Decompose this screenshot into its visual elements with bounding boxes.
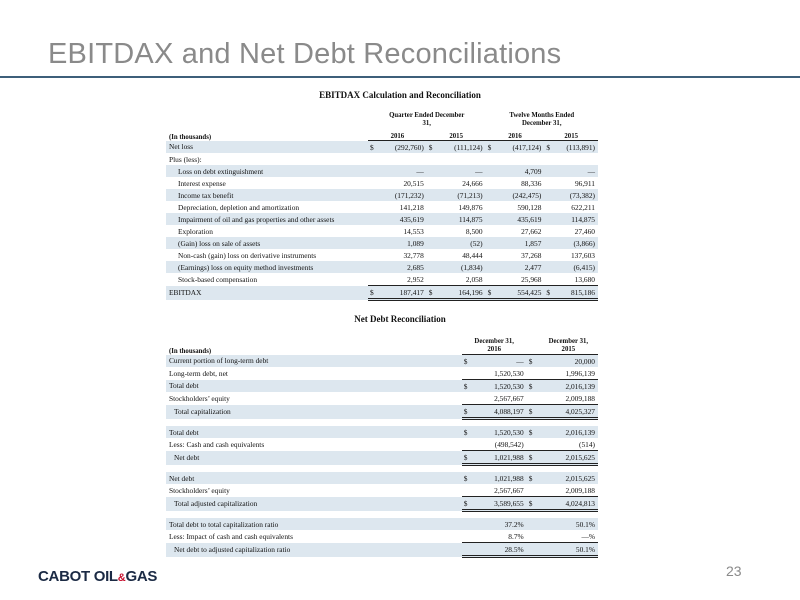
value-cell: 2,015,625: [539, 451, 598, 465]
col-header-2016: December 31, 2016: [462, 338, 527, 355]
value-cell: 2,477: [497, 261, 544, 273]
dollar-sign: [544, 189, 555, 201]
net-debt-title: Net Debt Reconciliation: [354, 314, 446, 324]
ebitdax-row: [166, 189, 598, 201]
value-cell: 25,968: [497, 273, 544, 286]
dollar-sign: [427, 213, 438, 225]
value-cell: 590,128: [517, 202, 542, 212]
dollar-sign: [368, 273, 379, 286]
dollar-sign: [462, 392, 475, 405]
dollar-sign: [486, 165, 497, 177]
value-cell: —: [379, 165, 426, 177]
value-cell: 88,336: [521, 178, 542, 188]
dollar-sign: [544, 273, 555, 286]
units-label: (In thousands): [169, 133, 212, 141]
dollar-sign: [544, 177, 555, 189]
row-label: Income tax benefit: [166, 189, 368, 201]
row-label: Loss on debt extinguishment: [166, 165, 368, 177]
row-spacer: [166, 511, 598, 519]
value-cell: 1,089: [379, 237, 426, 249]
dollar-sign: [368, 177, 379, 189]
units-label: (In thousands): [169, 347, 212, 355]
row-label: Less: Impact of cash and cash equivalents: [169, 531, 293, 541]
page-number: 23: [726, 563, 742, 579]
row-label: (Earnings) loss on equity method investments: [166, 261, 368, 273]
dollar-sign: [368, 189, 379, 201]
twelve-months-group-header: Twelve Months Ended December 31,: [509, 112, 575, 127]
value-cell: 20,515: [403, 178, 424, 188]
row-label: Total debt: [166, 380, 462, 393]
value-cell: 13,680: [556, 273, 598, 286]
dollar-sign: [527, 367, 540, 380]
value-cell: 2,058: [438, 273, 485, 286]
row-label: Net debt: [166, 472, 462, 484]
col-header-2015: December 31, 2015: [527, 338, 598, 355]
net-debt-row: [166, 530, 598, 543]
row-label: Net loss: [166, 141, 368, 154]
dollar-sign: [486, 237, 497, 249]
value-cell: 114,875: [438, 213, 485, 225]
row-label: Total adjusted capitalization: [166, 497, 462, 511]
dollar-sign: [427, 273, 438, 286]
ebitdax-row: [166, 286, 598, 300]
row-label: Total capitalization: [166, 405, 462, 419]
value-cell: 1,996,139: [539, 367, 598, 380]
dollar-sign: $: [486, 286, 497, 300]
dollar-sign: [486, 153, 497, 165]
dollar-sign: [368, 225, 379, 237]
ebitdax-row: [166, 201, 598, 213]
value-cell: 137,603: [570, 250, 595, 260]
row-label: Stockholders’ equity: [169, 393, 230, 403]
dollar-sign: [427, 165, 438, 177]
ebitdax-row: [166, 273, 598, 286]
value-cell: (111,124): [438, 141, 485, 154]
row-label: Impairment of oil and gas properties and other assets: [166, 213, 368, 225]
dollar-sign: [486, 249, 497, 261]
ebitdax-table: [166, 112, 598, 301]
value-cell: 8,500: [465, 226, 483, 236]
dollar-sign: $: [462, 405, 475, 419]
dollar-sign: [427, 261, 438, 273]
value-cell: (73,382): [556, 189, 598, 201]
value-cell: —: [474, 355, 526, 368]
value-cell: 32,778: [403, 250, 424, 260]
row-label: Less: Cash and cash equivalents: [169, 439, 265, 449]
value-cell: (6,415): [556, 261, 598, 273]
dollar-sign: [544, 237, 555, 249]
dollar-sign: $: [462, 355, 475, 368]
dollar-sign: $: [527, 451, 540, 465]
row-label: Net debt to adjusted capitalization ratio: [166, 543, 462, 557]
dollar-sign: [368, 213, 379, 225]
value-cell: (52): [438, 237, 485, 249]
value-cell: 2,016,139: [539, 380, 598, 393]
value-cell: 48,444: [462, 250, 483, 260]
dollar-sign: [527, 543, 540, 557]
row-label: Stockholders’ equity: [169, 485, 230, 495]
net-debt-table: [166, 338, 598, 558]
value-cell: (292,760): [379, 141, 426, 154]
value-cell: 1,520,530: [474, 367, 526, 380]
net-debt-row: [166, 484, 598, 497]
value-cell: 24,666: [462, 178, 483, 188]
value-cell: 1,520,530: [474, 426, 526, 438]
row-spacer: [166, 465, 598, 473]
row-label: (Gain) loss on sale of assets: [166, 237, 368, 249]
dollar-sign: [486, 177, 497, 189]
net-debt-row: [166, 451, 598, 465]
year-header: 2016: [486, 128, 545, 141]
row-label: Non-cash (gain) loss on derivative instruments: [178, 250, 317, 260]
ebitdax-row: [166, 237, 598, 249]
dollar-sign: [368, 261, 379, 273]
dollar-sign: [427, 237, 438, 249]
dollar-sign: $: [527, 405, 540, 419]
ebitdax-row: [166, 249, 598, 261]
dollar-sign: [427, 225, 438, 237]
value-cell: 2,952: [379, 273, 426, 286]
value-cell: 4,024,813: [539, 497, 598, 511]
value-cell: 27,460: [574, 226, 595, 236]
value-cell: (514): [539, 438, 598, 451]
value-cell: (3,866): [556, 237, 598, 249]
net-debt-row: [166, 355, 598, 368]
value-cell: [379, 153, 426, 165]
value-cell: 3,589,655: [474, 497, 526, 511]
value-cell: 1,520,530: [474, 380, 526, 393]
row-label: Total debt to total capitalization ratio: [166, 518, 462, 530]
ebitdax-row: [166, 261, 598, 273]
dollar-sign: [368, 153, 379, 165]
value-cell: —: [438, 165, 485, 177]
dollar-sign: $: [427, 286, 438, 300]
dollar-sign: [544, 165, 555, 177]
dollar-sign: [368, 165, 379, 177]
year-header: 2015: [544, 128, 598, 141]
net-debt-row: [166, 405, 598, 419]
dollar-sign: $: [527, 497, 540, 511]
dollar-sign: [527, 392, 540, 405]
row-label: Exploration: [178, 226, 213, 236]
value-cell: 435,619: [379, 213, 426, 225]
dollar-sign: [544, 153, 555, 165]
dollar-sign: $: [527, 426, 540, 438]
dollar-sign: [486, 189, 497, 201]
value-cell: (417,124): [497, 141, 544, 154]
net-debt-row: [166, 497, 598, 511]
net-debt-row: [166, 472, 598, 484]
row-label: Current portion of long-term debt: [166, 355, 462, 368]
row-label: Net debt: [166, 451, 462, 465]
quarter-group-header: Quarter Ended December 31,: [389, 112, 465, 127]
dollar-sign: $: [544, 141, 555, 154]
dollar-sign: $: [462, 451, 475, 465]
company-logo: CABOT OIL&GAS: [38, 568, 158, 585]
value-cell: 1,857: [497, 237, 544, 249]
net-debt-row: [166, 438, 598, 451]
row-label: Total debt: [166, 426, 462, 438]
value-cell: (242,475): [497, 189, 544, 201]
value-cell: 37,268: [521, 250, 542, 260]
ebitdax-title: EBITDAX Calculation and Reconciliation: [319, 90, 481, 100]
value-cell: 4,709: [497, 165, 544, 177]
value-cell: 2,567,667: [474, 484, 526, 497]
value-cell: 2,567,667: [474, 392, 526, 405]
value-cell: 4,088,197: [474, 405, 526, 419]
dollar-sign: [486, 273, 497, 286]
dollar-sign: $: [462, 497, 475, 511]
value-cell: —: [556, 165, 598, 177]
dollar-sign: [427, 201, 438, 213]
value-cell: 2,009,188: [539, 484, 598, 497]
dollar-sign: $: [527, 355, 540, 368]
dollar-sign: [462, 438, 475, 451]
value-cell: 435,619: [497, 213, 544, 225]
value-cell: 8.7%: [474, 530, 526, 543]
value-cell: 1,021,988: [474, 451, 526, 465]
value-cell: (71,213): [438, 189, 485, 201]
value-cell: (171,232): [379, 189, 426, 201]
value-cell: [497, 153, 544, 165]
dollar-sign: [527, 518, 540, 530]
value-cell: 141,218: [399, 202, 424, 212]
dollar-sign: $: [427, 141, 438, 154]
year-header: 2015: [427, 128, 486, 141]
dollar-sign: $: [527, 380, 540, 393]
value-cell: 2,685: [379, 261, 426, 273]
value-cell: 20,000: [539, 355, 598, 368]
value-cell: 2,015,625: [539, 472, 598, 484]
value-cell: [438, 153, 485, 165]
value-cell: 187,417: [379, 286, 426, 300]
dollar-sign: [544, 225, 555, 237]
ebitdax-row: [166, 213, 598, 225]
net-debt-row: [166, 392, 598, 405]
dollar-sign: [427, 189, 438, 201]
value-cell: 164,196: [438, 286, 485, 300]
value-cell: 37.2%: [474, 518, 526, 530]
value-cell: 114,875: [556, 213, 598, 225]
dollar-sign: [527, 484, 540, 497]
value-cell: 149,876: [458, 202, 483, 212]
ebitdax-row: [166, 153, 598, 165]
dollar-sign: [368, 249, 379, 261]
value-cell: (113,891): [556, 141, 598, 154]
dollar-sign: [544, 261, 555, 273]
slide-title: EBITDAX and Net Debt Reconciliations: [48, 38, 562, 70]
dollar-sign: $: [462, 472, 475, 484]
ebitdax-row: [166, 177, 598, 189]
dollar-sign: [486, 225, 497, 237]
value-cell: 622,211: [571, 202, 595, 212]
dollar-sign: [427, 177, 438, 189]
dollar-sign: [544, 249, 555, 261]
value-cell: 4,025,327: [539, 405, 598, 419]
dollar-sign: [544, 213, 555, 225]
dollar-sign: [427, 249, 438, 261]
net-debt-row: [166, 367, 598, 380]
dollar-sign: $: [486, 141, 497, 154]
dollar-sign: $: [462, 380, 475, 393]
dollar-sign: $: [462, 426, 475, 438]
ebitdax-row: [166, 141, 598, 154]
row-label: EBITDAX: [166, 286, 368, 300]
net-debt-row: [166, 543, 598, 557]
value-cell: (498,542): [474, 438, 526, 451]
value-cell: 96,911: [574, 178, 595, 188]
dollar-sign: [486, 213, 497, 225]
value-cell: 815,186: [556, 286, 598, 300]
dollar-sign: [527, 438, 540, 451]
value-cell: 50.1%: [539, 543, 598, 557]
value-cell: 2,009,188: [539, 392, 598, 405]
value-cell: 554,425: [497, 286, 544, 300]
dollar-sign: [462, 518, 475, 530]
dollar-sign: [462, 543, 475, 557]
value-cell: 50.1%: [539, 518, 598, 530]
dollar-sign: [486, 261, 497, 273]
value-cell: 1,021,988: [474, 472, 526, 484]
dollar-sign: [544, 201, 555, 213]
ebitdax-row: [166, 225, 598, 237]
row-label: Plus (less):: [169, 154, 202, 164]
value-cell: [556, 153, 598, 165]
dollar-sign: $: [368, 141, 379, 154]
value-cell: —%: [539, 530, 598, 543]
net-debt-row: [166, 380, 598, 393]
row-label: Long-term debt, net: [169, 368, 228, 378]
dollar-sign: [368, 237, 379, 249]
dollar-sign: $: [544, 286, 555, 300]
row-spacer: [166, 419, 598, 427]
dollar-sign: [427, 153, 438, 165]
year-header: 2016: [368, 128, 427, 141]
dollar-sign: [527, 530, 540, 543]
value-cell: 27,662: [521, 226, 542, 236]
dollar-sign: [462, 530, 475, 543]
row-label: Stock-based compensation: [178, 274, 258, 284]
value-cell: (1,834): [438, 261, 485, 273]
title-rule: [0, 76, 800, 78]
dollar-sign: [486, 201, 497, 213]
dollar-sign: [462, 484, 475, 497]
ebitdax-row: [166, 165, 598, 177]
net-debt-row: [166, 518, 598, 530]
value-cell: 14,553: [403, 226, 424, 236]
row-label: Interest expense: [178, 178, 226, 188]
row-label: Depreciation, depletion and amortization: [178, 202, 300, 212]
dollar-sign: [462, 367, 475, 380]
dollar-sign: [368, 201, 379, 213]
value-cell: 28.5%: [474, 543, 526, 557]
net-debt-row: [166, 426, 598, 438]
dollar-sign: $: [368, 286, 379, 300]
value-cell: 2,016,139: [539, 426, 598, 438]
dollar-sign: $: [527, 472, 540, 484]
